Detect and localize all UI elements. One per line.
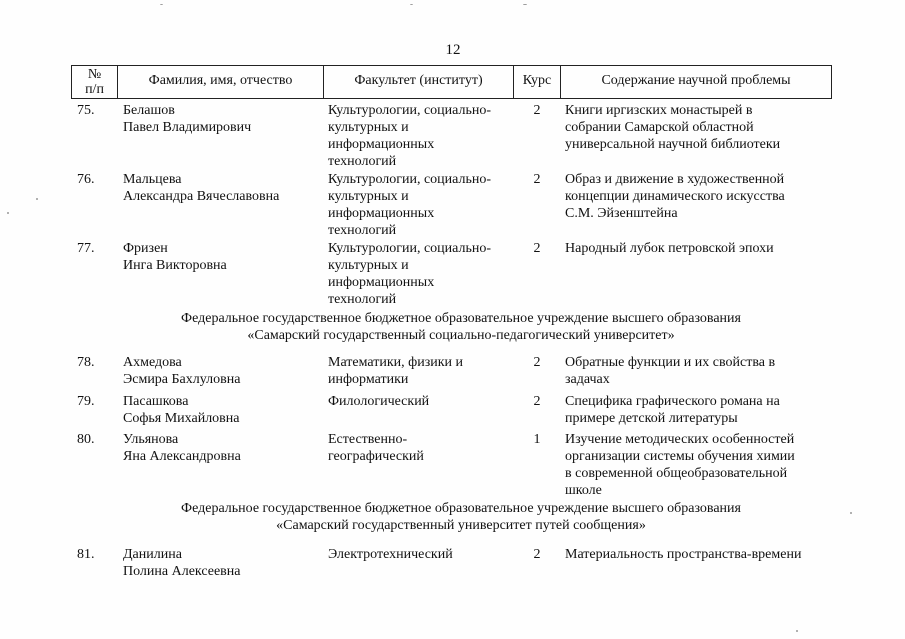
topic-line: примере детской литературы (565, 411, 738, 426)
faculty (328, 393, 516, 410)
research-topic (565, 102, 831, 153)
topic-line: школе (565, 483, 602, 498)
student-surname: Ульянова (123, 432, 179, 447)
student-name (123, 240, 323, 274)
research-topic (565, 354, 831, 388)
topic-line: Книги иргизских монастырей в (565, 103, 753, 118)
student-given-names: Яна Александровна (123, 449, 241, 464)
faculty (328, 102, 516, 170)
topic-line: Образ и движение в художественной (565, 172, 785, 187)
faculty-line: информационных (328, 275, 435, 290)
course: 2 (533, 394, 541, 409)
research-topic (565, 546, 831, 563)
faculty-line: информационных (328, 206, 435, 221)
topic-line: Специфика графического романа на (565, 394, 780, 409)
student-surname: Пасашкова (123, 394, 189, 409)
row-number: 78. (77, 355, 95, 370)
header-num-line2: п/п (85, 82, 104, 97)
row-number: 76. (77, 172, 95, 187)
faculty-line: Электротехнический (328, 547, 453, 562)
course: 2 (533, 172, 541, 187)
course: 2 (533, 355, 541, 370)
student-name (123, 431, 323, 465)
student-given-names: Павел Владимирович (123, 120, 252, 135)
faculty-line: технологий (328, 154, 397, 169)
page-number: 12 (445, 42, 461, 58)
faculty-line: культурных и (328, 258, 409, 273)
student-name (123, 393, 323, 427)
faculty (328, 171, 516, 239)
student-surname: Фризен (123, 241, 168, 256)
course: 2 (533, 241, 541, 256)
student-name (123, 102, 323, 136)
header-course: Курс (514, 66, 561, 98)
faculty-line: технологий (328, 292, 397, 307)
faculty-line: Культурологии, социально- (328, 241, 492, 256)
faculty-line: Естественно- (328, 432, 408, 447)
faculty-line: культурных и (328, 120, 409, 135)
scan-speck (36, 198, 38, 200)
header-name: Фамилия, имя, отчество (118, 66, 324, 98)
topic-line: Изучение методических особенностей (565, 432, 795, 447)
student-surname: Данилина (123, 547, 182, 562)
student-name (123, 171, 323, 205)
row-number: 80. (77, 432, 95, 447)
institution-type: Федеральное государственное бюджетное образовательное учреждение высшего образования (181, 311, 741, 326)
student-given-names: Александра Вячеславовна (123, 189, 280, 204)
research-topic (565, 240, 831, 257)
topic-line: Народный лубок петровской эпохи (565, 241, 774, 256)
faculty-line: технологий (328, 223, 397, 238)
header-faculty: Факультет (институт) (324, 66, 514, 98)
scan-speck (410, 4, 413, 5)
student-given-names: Эсмира Бахлуловна (123, 372, 241, 387)
faculty-line: Культурологии, социально- (328, 103, 492, 118)
topic-line: задачах (565, 372, 610, 387)
faculty-line: Филологический (328, 394, 430, 409)
scan-speck (850, 512, 852, 514)
research-topic (565, 431, 831, 499)
faculty (328, 240, 516, 308)
course: 1 (533, 432, 541, 447)
topic-line: Обратные функции и их свойства в (565, 355, 776, 370)
header-num-line1: № (87, 67, 102, 82)
topic-line: организации системы обучения химии (565, 449, 795, 464)
research-topic (565, 393, 831, 427)
scan-speck (160, 4, 163, 5)
student-given-names: Полина Алексеевна (123, 564, 241, 579)
scan-speck (796, 630, 798, 632)
scan-speck (7, 212, 9, 214)
topic-line: С.М. Эйзенштейна (565, 206, 678, 221)
course: 2 (533, 103, 541, 118)
faculty-line: Культурологии, социально- (328, 172, 492, 187)
topic-line: собрании Самарской областной (565, 120, 754, 135)
institution-name: «Самарский государственный университет путей сообщения» (276, 518, 646, 533)
course: 2 (533, 547, 541, 562)
row-number: 79. (77, 394, 95, 409)
student-given-names: Софья Михайловна (123, 411, 240, 426)
student-given-names: Инга Викторовна (123, 258, 227, 273)
institution-type: Федеральное государственное бюджетное образовательное учреждение высшего образования (181, 501, 741, 516)
research-topic (565, 171, 831, 222)
row-number: 75. (77, 103, 95, 118)
row-number: 81. (77, 547, 95, 562)
row-number: 77. (77, 241, 95, 256)
student-name (123, 546, 323, 580)
topic-line: в современной общеобразовательной (565, 466, 788, 481)
faculty (328, 354, 516, 388)
scan-speck (523, 4, 527, 5)
student-surname: Белашов (123, 103, 175, 118)
topic-line: универсальной научной библиотеки (565, 137, 781, 152)
student-surname: Ахмедова (123, 355, 182, 370)
student-surname: Мальцева (123, 172, 182, 187)
institution-name: «Самарский государственный социально-педагогический университет» (247, 328, 675, 343)
faculty-line: Математики, физики и (328, 355, 464, 370)
header-topic: Содержание научной проблемы (601, 73, 791, 88)
topic-line: концепции динамического искусства (565, 189, 785, 204)
institution-heading (71, 310, 851, 344)
faculty-line: информационных (328, 137, 435, 152)
faculty (328, 546, 516, 563)
header-num (72, 66, 118, 98)
topic-line: Материальность пространства-времени (565, 547, 802, 562)
student-name (123, 354, 323, 388)
table-header (71, 65, 832, 99)
faculty-line: информатики (328, 372, 409, 387)
faculty-line: культурных и (328, 189, 409, 204)
institution-heading (71, 500, 851, 534)
faculty (328, 431, 516, 465)
faculty-line: географический (328, 449, 424, 464)
